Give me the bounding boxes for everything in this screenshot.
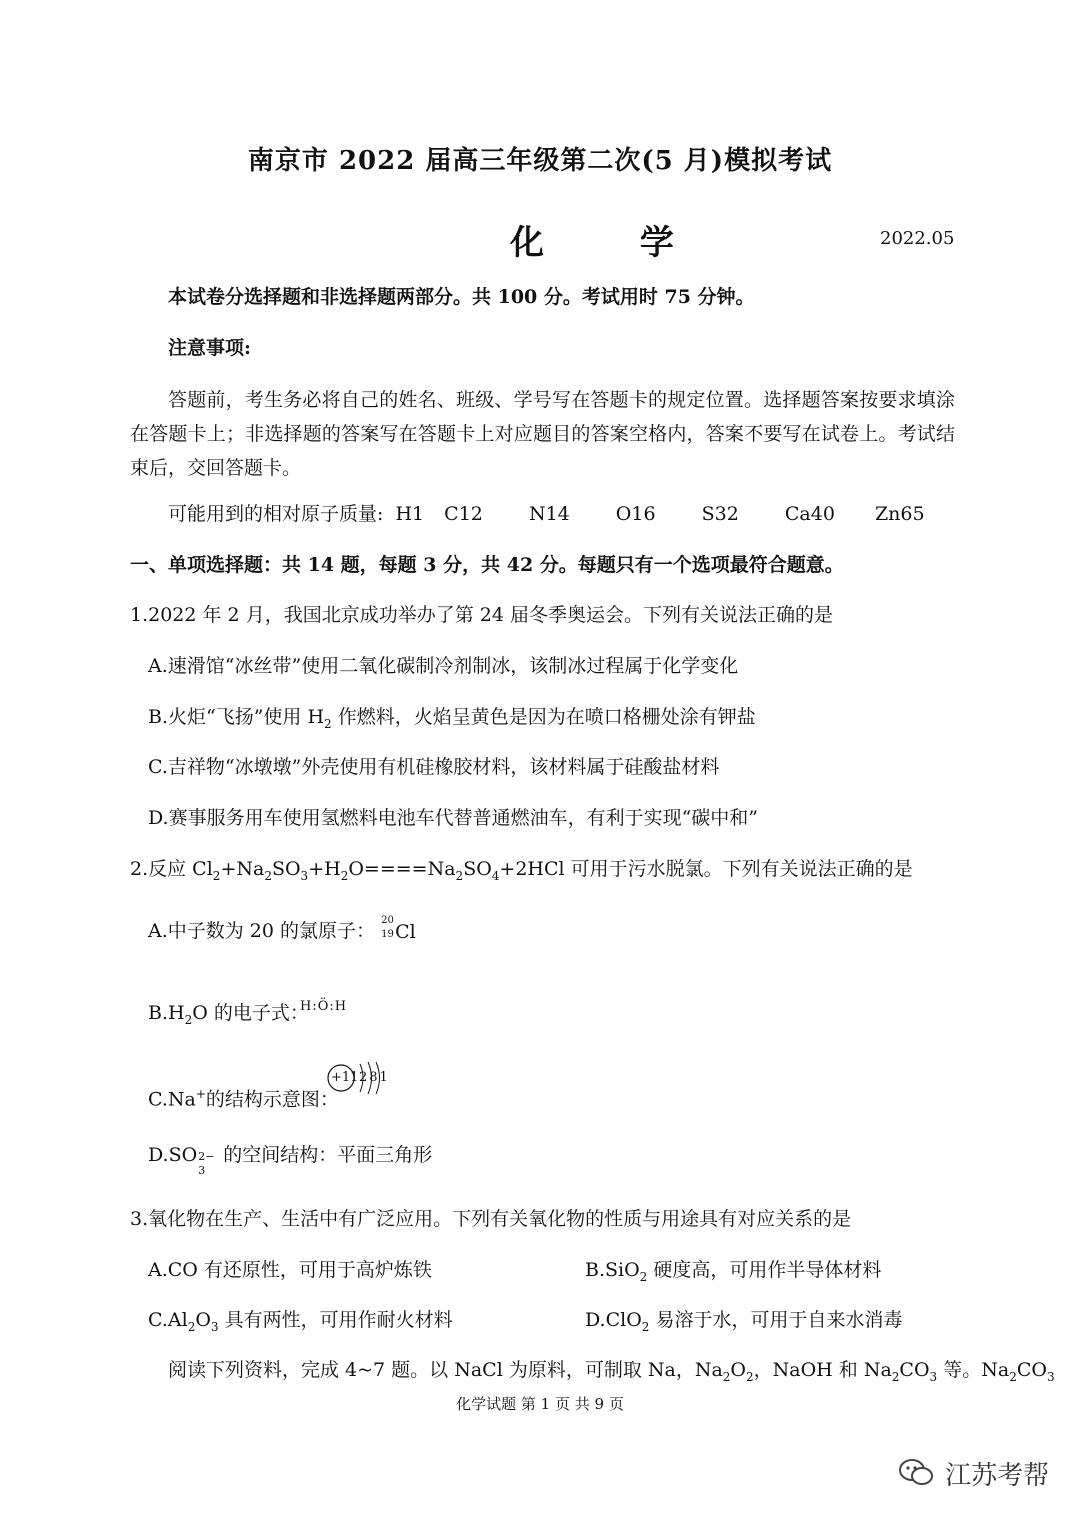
exam-note: 本试卷分选择题和非选择题两部分。共 100 分。考试用时 75 分钟。 [168, 286, 755, 308]
electron-formula: H:Ö:H [300, 999, 348, 1014]
q1-option-d: D.赛事服务用车使用氢燃料电池车代替普通燃油车，有利于实现“碳中和” [148, 807, 759, 829]
q2-option-c: C.Na+的结构示意图： [148, 1087, 339, 1111]
atomic-mass-label: 可能用到的相对原子质量: [168, 503, 384, 525]
q3-stem: 3.氧化物在生产、生活中有广泛应用。下列有关氧化物的性质与用途具有对应关系的是 [130, 1208, 852, 1230]
atomic-mass-line [168, 497, 925, 531]
q2-stem: 2.反应 $Cl_2+Na_2SO_3+H_2O====Na_2SO_4+2HCl$ 可用于污水脱氯。下列有关说法正确的是 [130, 858, 913, 883]
mass-o: O16 [615, 503, 656, 525]
section-heading: 一、单项选择题：共 14 题，每题 3 分，共 42 分。每题只有一个选项最符合题意。 [130, 554, 844, 576]
mass-zn: Zn65 [874, 503, 925, 525]
q2-option-a: A.中子数为 20 的氯原子： 20 19 Cl [148, 914, 421, 948]
subject-title: 化 学 [510, 223, 716, 263]
page-footer: 化学试题 第 1 页 共 9 页 [456, 1395, 624, 1413]
notice-heading: 注意事项: [168, 337, 252, 359]
q2-option-b: $B.H_2O$ 的电子式： H:Ö:H [148, 996, 309, 1037]
mass-h: H1 [395, 503, 425, 525]
q1-stem: 1.2022 年 2 月，我国北京成功举办了第 24 届冬季奥运会。下列有关说法正确的是 [130, 604, 833, 626]
watermark [898, 1455, 1049, 1492]
mass-ca: Ca40 [784, 503, 835, 525]
sodium-ion-structure-diagram [326, 1058, 390, 1098]
q3-option-d: D.ClO$_2$ 易溶于水，可用于自来水消毒 [585, 1309, 903, 1334]
q3-option-b: B.SiO$_2$ 硬度高，可用作半导体材料 [585, 1259, 882, 1284]
q3-option-a: A.CO 有还原性，可用于高炉炼铁 [148, 1259, 432, 1281]
q3-option-c: $C.Al_2O_3$ 具有两性，可用作耐火材料 [148, 1309, 453, 1334]
q1-option-b: B.火炬“飞扬”使用 $H_2$ 作燃料，火焰呈黄色是因为在喷口格栅处涂有钾盐 [148, 706, 756, 731]
electron-shells: 281 [359, 1070, 390, 1085]
mass-s: S32 [701, 503, 739, 525]
nucleus-charge: +11 [331, 1070, 359, 1085]
reading-material: 阅读下列资料，完成 4~7 题。以 NaCl 为原料，可制取 Na，$Na_2O_2$，NaOH 和 $Na_2CO_3$ 等。$Na_2CO_3$ [168, 1359, 1055, 1384]
page-title: 南京市 2022 届高三年级第二次(5 月)模拟考试 [247, 146, 833, 176]
q1-option-a: A.速滑馆“冰丝带”使用二氧化碳制冷剂制冰，该制冰过程属于化学变化 [148, 655, 739, 677]
q2-option-d: D.SO 2− 3 的空间结构：平面三角形 [148, 1144, 433, 1177]
mass-n: N14 [528, 503, 570, 525]
wechat-icon [898, 1457, 934, 1491]
notice-body: 答题前，考生务必将自己的姓名、班级、学号写在答题卡的规定位置。选择题答案按要求填涂在答题卡上；非选择题的答案写在答题卡上对应题目的答案空格内，答案不要写在试卷上。考试结束后，交回答题卡。 [130, 389, 955, 479]
watermark-text: 江苏考帮 [945, 1461, 1050, 1491]
exam-date: 2022.05 [880, 228, 955, 249]
mass-c: C12 [444, 503, 483, 525]
q1-option-c: C.吉祥物“冰墩墩”外壳使用有机硅橡胶材料，该材料属于硅酸盐材料 [148, 756, 720, 778]
isotope-notation: 20 19 Cl [381, 915, 416, 943]
